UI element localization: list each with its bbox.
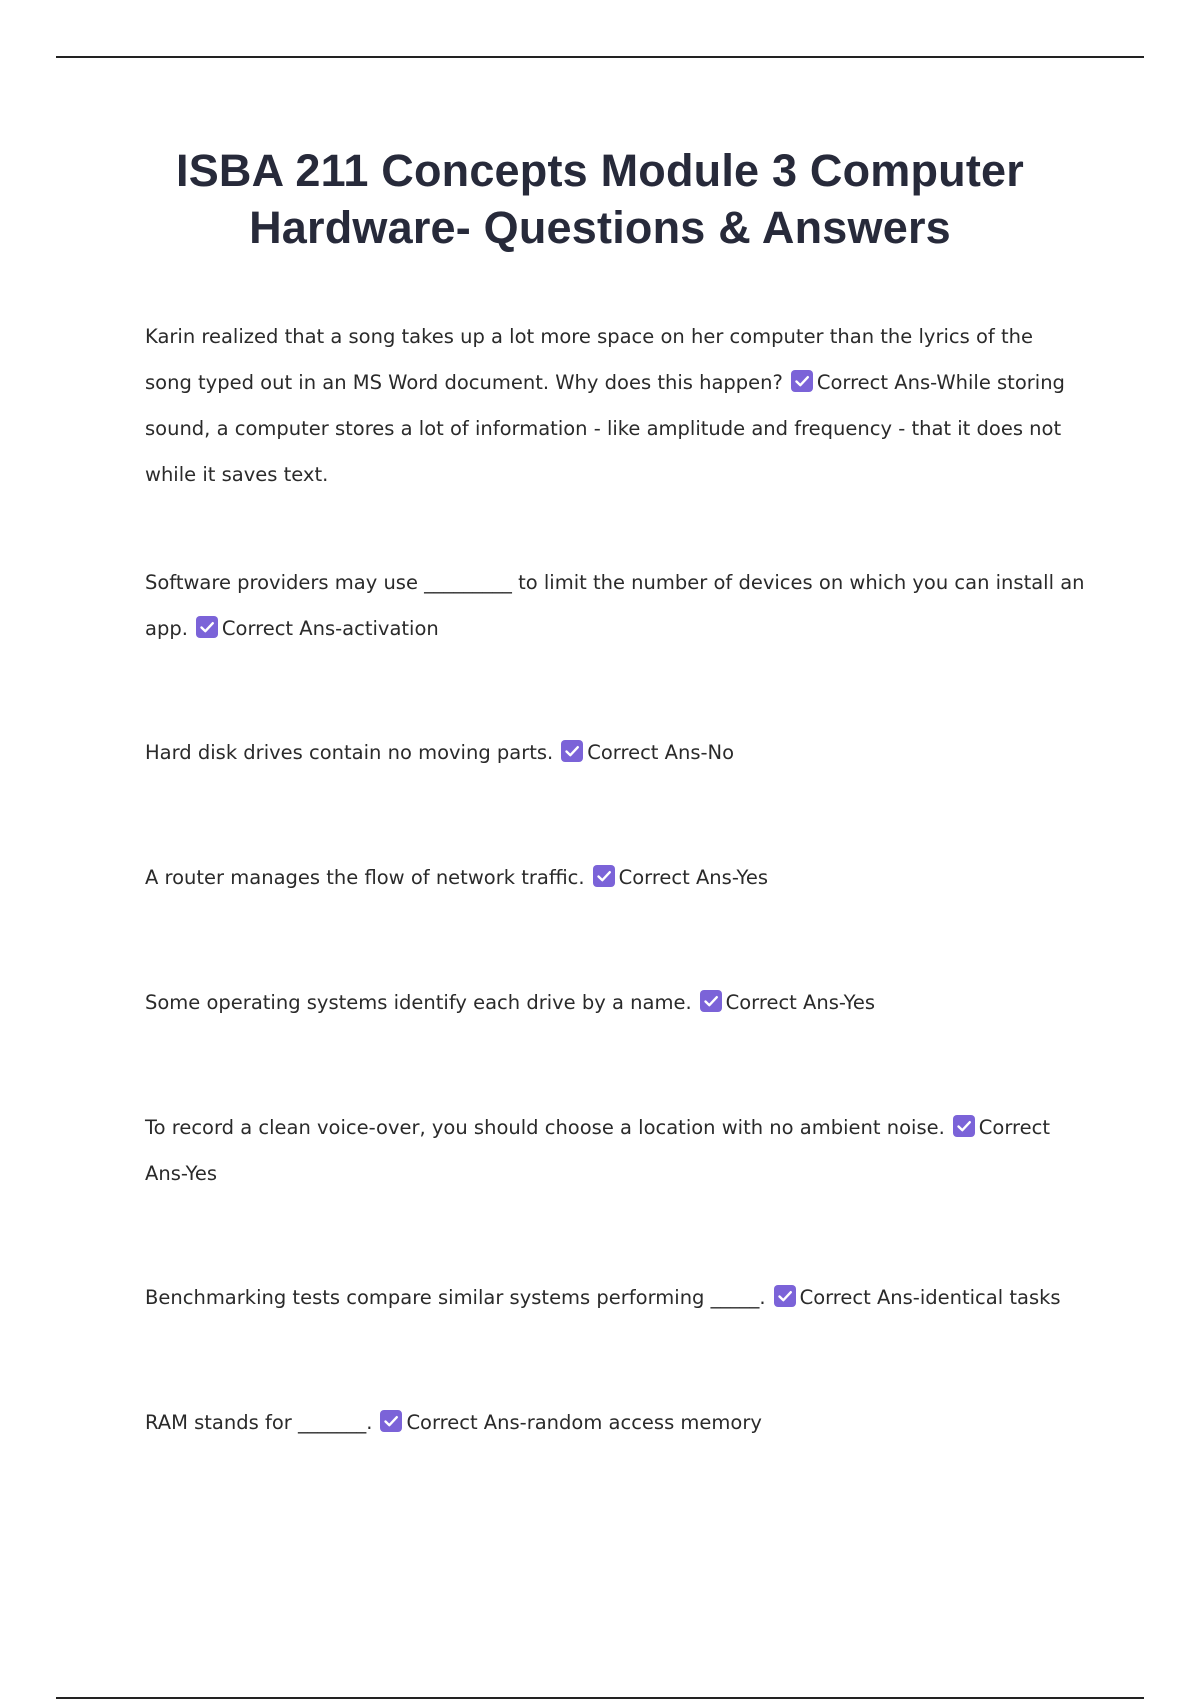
qa-item — [145, 1105, 1085, 1197]
answer-text: Correct Ans-Yes — [725, 991, 876, 1014]
question-text: Benchmarking tests compare similar systems performing _____. — [145, 1286, 766, 1309]
answer-text: Correct Ans-activation — [221, 617, 439, 640]
checkbox-checked-icon — [561, 740, 583, 762]
qa-item — [145, 314, 1085, 498]
qa-item — [145, 560, 1085, 652]
answer-text: Correct Ans-identical tasks — [799, 1286, 1061, 1309]
answer-text: Correct Ans-random access memory — [406, 1411, 762, 1434]
checkbox-checked-icon — [953, 1115, 975, 1137]
checkbox-checked-icon — [774, 1285, 796, 1307]
answer-text: Correct Ans-Yes — [145, 1116, 1050, 1185]
checkbox-checked-icon — [380, 1410, 402, 1432]
qa-list — [145, 314, 1085, 1446]
question-text: A router manages the flow of network traffic. — [145, 866, 585, 889]
question-text: Hard disk drives contain no moving parts. — [145, 741, 554, 764]
question-text: Karin realized that a song takes up a lot more space on her computer than the lyrics of the song typed out in an MS Word document. Why does this happen? — [145, 325, 1033, 394]
question-text: RAM stands for _______. — [145, 1411, 373, 1434]
answer-text: Correct Ans-While storing sound, a computer stores a lot of information - like amplitude and frequency - that it does not while it saves text. — [145, 371, 1065, 486]
answer-text: Correct Ans-Yes — [618, 866, 769, 889]
question-text: To record a clean voice-over, you should choose a location with no ambient noise. — [145, 1116, 945, 1139]
qa-item — [145, 730, 1085, 776]
checkbox-checked-icon — [700, 990, 722, 1012]
qa-item — [145, 980, 1085, 1026]
answer-text: Correct Ans-No — [587, 741, 735, 764]
checkbox-checked-icon — [196, 616, 218, 638]
question-text: Some operating systems identify each drive by a name. — [145, 991, 692, 1014]
checkbox-checked-icon — [593, 865, 615, 887]
checkbox-checked-icon — [791, 370, 813, 392]
qa-item — [145, 1400, 1085, 1446]
header-rule — [56, 56, 1144, 58]
footer-rule — [56, 1697, 1144, 1699]
qa-item — [145, 855, 1085, 901]
question-text: Software providers may use _________ to limit the number of devices on which you can install an app. — [145, 571, 1085, 640]
document-title: ISBA 211 Concepts Module 3 Computer Hardware- Questions & Answers — [176, 145, 1024, 253]
qa-item — [145, 1275, 1085, 1321]
